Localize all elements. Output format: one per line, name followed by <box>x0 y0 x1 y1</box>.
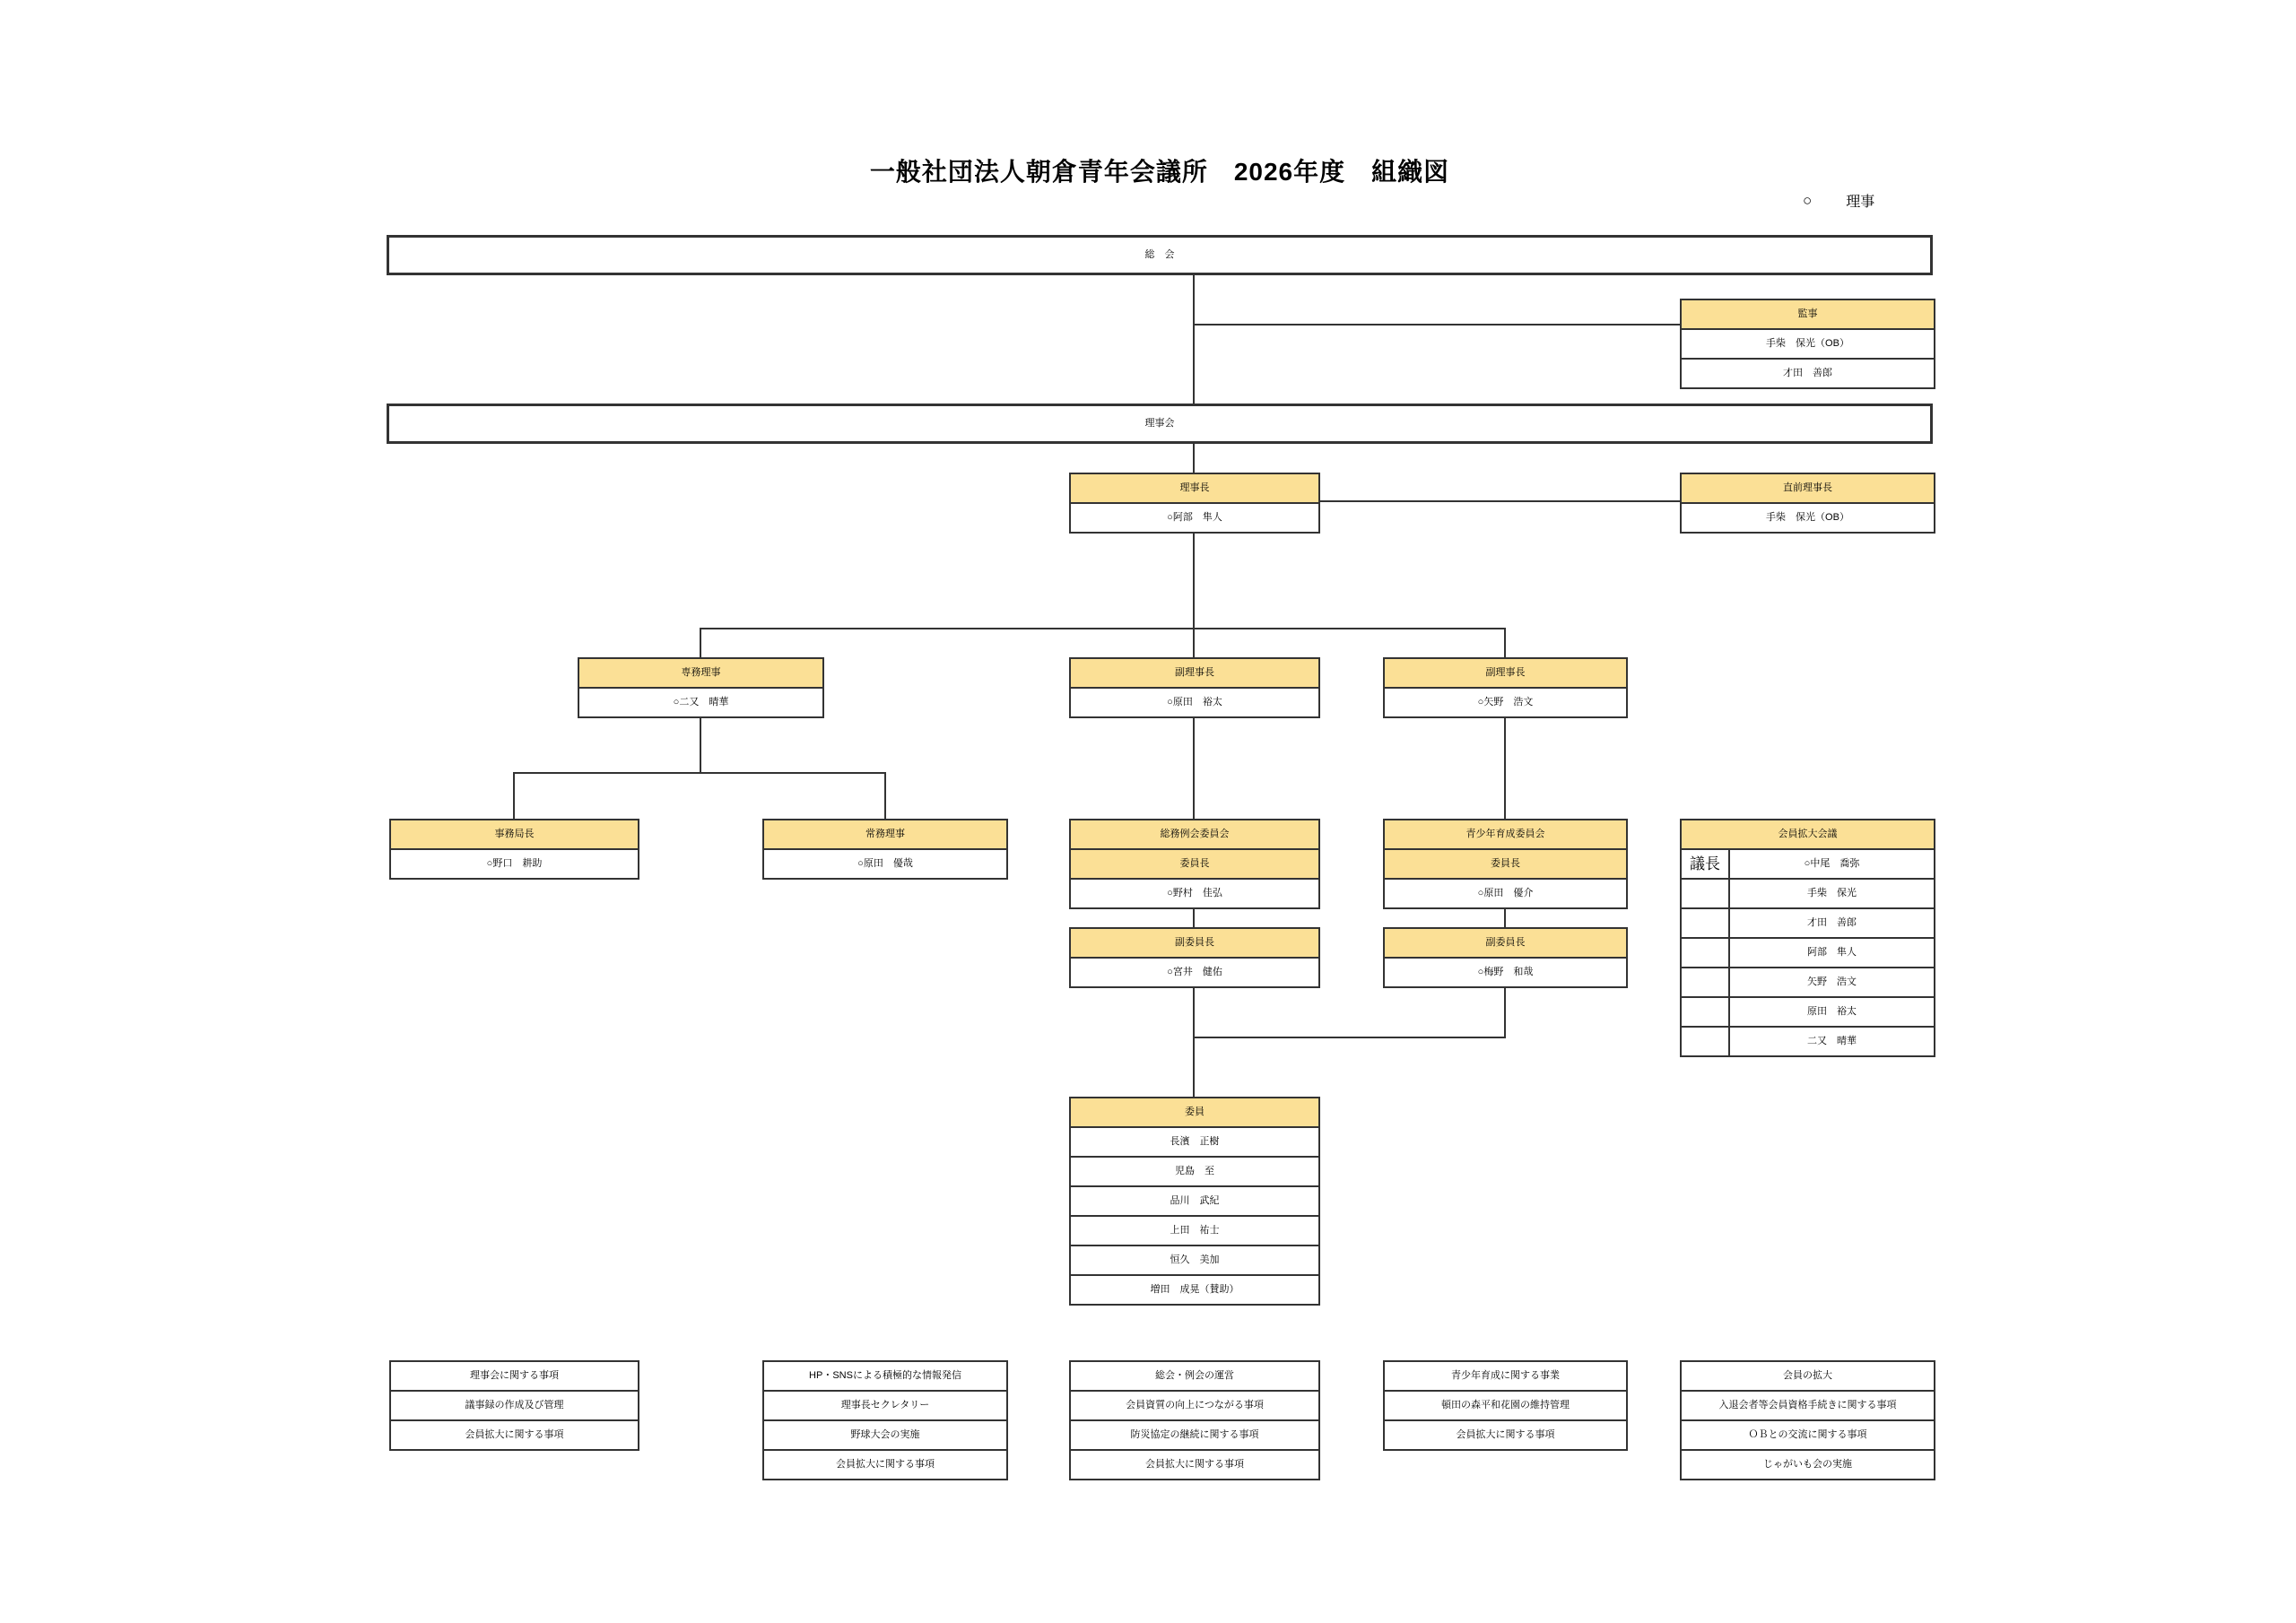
committee-members-box <box>1069 1097 1320 1306</box>
task-row: 入退会者等会員資格手続きに関する事項 <box>1682 1390 1934 1419</box>
council-member-role <box>1682 968 1730 996</box>
task-row: 会員拡大に関する事項 <box>1385 1419 1626 1449</box>
vice-chairman-1-box <box>1069 657 1320 718</box>
board-of-directors-box <box>387 404 1933 444</box>
director-circle-icon: ○ <box>1803 192 1813 209</box>
council-member-row <box>1682 848 1934 878</box>
managing-tasks-box <box>762 1360 1008 1480</box>
task-row: 総会・例会の運営 <box>1155 1370 1234 1381</box>
task-row: 会員拡大に関する事項 <box>391 1419 638 1449</box>
youth-tasks-box <box>1383 1360 1628 1451</box>
general-affairs-committee-title: 総務例会委員会 <box>1071 820 1318 848</box>
connector-line <box>1193 444 1195 473</box>
task-row: HP・SNSによる積極的な情報発信 <box>809 1370 961 1381</box>
council-member-row <box>1682 1026 1934 1055</box>
expansion-tasks-box <box>1680 1360 1935 1480</box>
committee-member-name: 恒久 美加 <box>1071 1245 1318 1274</box>
committee-members-title: 委員 <box>1071 1098 1318 1126</box>
auditors-box <box>1680 299 1935 389</box>
vice-chair-general-title: 副委員長 <box>1071 929 1318 957</box>
vice-chairman-2-name: ○矢野 浩文 <box>1385 687 1626 716</box>
council-member-row <box>1682 967 1934 996</box>
council-member-name: 才田 善郎 <box>1807 917 1857 928</box>
task-row: ＯＢとの交流に関する事項 <box>1682 1419 1934 1449</box>
general-affairs-committee-box <box>1069 819 1320 909</box>
task-row: 理事会に関する事項 <box>470 1370 559 1381</box>
secretary-general-name: ○野口 耕助 <box>391 848 638 878</box>
task-row: 会員拡大に関する事項 <box>1071 1449 1318 1479</box>
vice-chairman-2-box <box>1383 657 1628 718</box>
secretariat-tasks-box <box>389 1360 639 1451</box>
general-assembly-box <box>387 235 1933 275</box>
committee-member-name: 上田 祐士 <box>1071 1215 1318 1245</box>
immediate-past-chairman-box <box>1680 473 1935 534</box>
immediate-past-chairman-title: 直前理事長 <box>1682 474 1934 502</box>
general-affairs-committee-subtitle: 委員長 <box>1071 848 1318 878</box>
council-member-name: 阿部 隼人 <box>1807 947 1857 958</box>
connector-line <box>1504 907 1506 929</box>
task-row: 理事長セクレタリー <box>764 1390 1006 1419</box>
youth-committee-title: 青少年育成委員会 <box>1385 820 1626 848</box>
council-member-row <box>1682 996 1934 1026</box>
vice-chair-general-name: ○宮井 健佑 <box>1071 957 1318 986</box>
connector-line <box>1193 716 1195 819</box>
connector-line <box>1504 986 1506 1038</box>
vice-chairman-2-title: 副理事長 <box>1385 659 1626 687</box>
board-of-directors-label: 理事会 <box>1144 418 1175 429</box>
vice-chairman-1-title: 副理事長 <box>1071 659 1318 687</box>
council-member-role <box>1682 939 1730 967</box>
connector-line <box>1504 628 1506 657</box>
connector-line <box>1318 500 1682 502</box>
managing-director-name: ○原田 優哉 <box>764 848 1006 878</box>
committee-member-name: 増田 成晃（賛助） <box>1071 1274 1318 1304</box>
connector-line <box>513 772 515 819</box>
page-title: 一般社団法人朝倉青年会議所 2026年度 組織図 <box>869 158 1450 186</box>
legend <box>1803 190 1874 211</box>
task-row: 議事録の作成及び管理 <box>391 1390 638 1419</box>
youth-committee-subtitle: 委員長 <box>1385 848 1626 878</box>
task-row: 会員資質の向上につながる事項 <box>1071 1390 1318 1419</box>
membership-expansion-council-box <box>1680 819 1935 1057</box>
chairman-box <box>1069 473 1320 534</box>
committee-member-name: 品川 武紀 <box>1071 1185 1318 1215</box>
executive-director-box <box>578 657 824 718</box>
task-row: 頓田の森平和花園の維持管理 <box>1385 1390 1626 1419</box>
membership-expansion-council-title: 会員拡大会議 <box>1682 820 1934 848</box>
chairman-title: 理事長 <box>1071 474 1318 502</box>
connector-line <box>700 628 701 657</box>
auditor-name: 手柴 保光（OB） <box>1682 328 1934 358</box>
vice-chair-youth-box <box>1383 927 1628 988</box>
connector-line <box>700 628 1506 629</box>
general-assembly-label: 総 会 <box>1144 249 1175 260</box>
task-row: 野球大会の実施 <box>764 1419 1006 1449</box>
council-member-name: 二又 晴華 <box>1807 1036 1857 1046</box>
connector-line <box>1193 986 1195 1097</box>
vice-chairman-1-name: ○原田 裕太 <box>1071 687 1318 716</box>
council-member-role <box>1682 1028 1730 1055</box>
auditors-title: 監事 <box>1682 300 1934 328</box>
council-member-row <box>1682 937 1934 967</box>
connector-line <box>1193 324 1682 325</box>
connector-line <box>513 772 886 774</box>
connector-line <box>1193 907 1195 929</box>
council-member-name: 手柴 保光 <box>1807 888 1857 898</box>
connector-line <box>1193 275 1195 404</box>
council-member-role <box>1682 880 1730 907</box>
vice-chair-general-box <box>1069 927 1320 988</box>
general-affairs-tasks-box <box>1069 1360 1320 1480</box>
executive-director-name: ○二又 晴華 <box>579 687 822 716</box>
general-affairs-committee-chair-name: ○野村 佳弘 <box>1071 878 1318 907</box>
council-member-name: 矢野 浩文 <box>1807 976 1857 987</box>
council-member-name: ○中尾 喬弥 <box>1804 858 1860 869</box>
task-row: 青少年育成に関する事業 <box>1451 1370 1560 1381</box>
managing-director-title: 常務理事 <box>764 820 1006 848</box>
managing-director-box <box>762 819 1008 880</box>
task-row: じゃがいも会の実施 <box>1682 1449 1934 1479</box>
council-member-name: 原田 裕太 <box>1807 1006 1857 1017</box>
committee-member-name: 長濱 正樹 <box>1071 1126 1318 1156</box>
council-member-row <box>1682 878 1934 907</box>
youth-committee-chair-name: ○原田 優介 <box>1385 878 1626 907</box>
connector-line <box>1504 716 1506 819</box>
secretary-general-box <box>389 819 639 880</box>
connector-line <box>884 772 886 819</box>
council-member-role <box>1682 909 1730 937</box>
task-row: 会員拡大に関する事項 <box>764 1449 1006 1479</box>
legend-label: 理事 <box>1846 195 1875 210</box>
youth-committee-box <box>1383 819 1628 909</box>
committee-member-name: 児島 至 <box>1071 1156 1318 1185</box>
connector-line <box>1193 1037 1506 1038</box>
secretary-general-title: 事務局長 <box>391 820 638 848</box>
council-member-row <box>1682 907 1934 937</box>
immediate-past-chairman-name: 手柴 保光（OB） <box>1682 502 1934 532</box>
chairman-name: ○阿部 隼人 <box>1071 502 1318 532</box>
council-member-role <box>1682 998 1730 1026</box>
vice-chair-youth-name: ○梅野 和哉 <box>1385 957 1626 986</box>
auditor-name: 才田 善郎 <box>1682 358 1934 387</box>
vice-chair-youth-title: 副委員長 <box>1385 929 1626 957</box>
connector-line <box>1193 532 1195 657</box>
council-member-role: 議長 <box>1682 850 1730 878</box>
connector-line <box>700 716 701 774</box>
task-row: 防災協定の継続に関する事項 <box>1071 1419 1318 1449</box>
executive-director-title: 専務理事 <box>579 659 822 687</box>
task-row: 会員の拡大 <box>1783 1370 1832 1381</box>
